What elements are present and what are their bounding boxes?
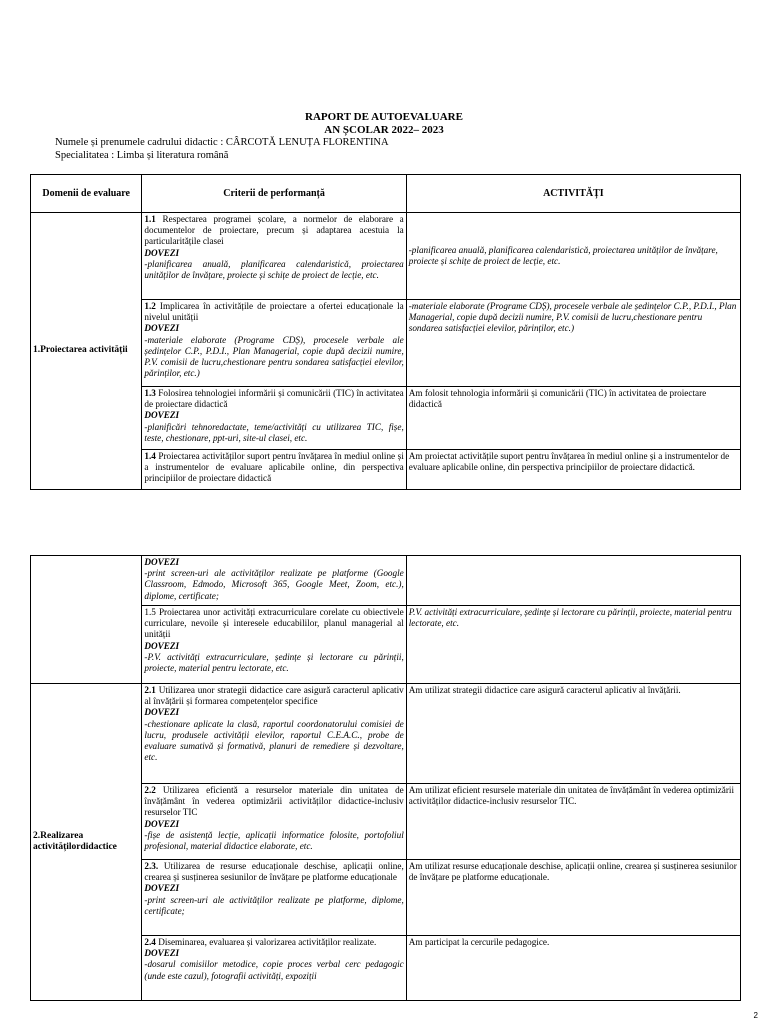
- criterion-cell: [142, 606, 406, 684]
- evidence-heading: DOVEZI: [144, 410, 180, 421]
- activity-cell: Am utilizat resurse educaționale deschise, aplicații online, crearea și susținerea sesiunilor de învățare pe platforme educaționale.: [406, 860, 740, 936]
- domain-cell: 1.Proiectarea activității: [31, 213, 142, 490]
- criterion-cell: [142, 556, 406, 606]
- evidence-heading: DOVEZI: [144, 818, 180, 829]
- evidence-text: -P.V. activități extracurriculare, ședințe și lectorare cu părinții, proiecte, material pentru lectorate, etc.: [144, 651, 404, 674]
- criterion-text: Folosirea tehnologiei informării și comunicării (TIC) în activitatea de proiectare didactică: [144, 388, 404, 410]
- activity-cell: -planificarea anuală, planificarea calendaristică, proiectarea unităților de învățare, proiecte și schițe de proiect de lecție, etc.: [406, 213, 740, 300]
- criterion-cell: [142, 684, 406, 784]
- criterion-cell: [142, 450, 406, 490]
- header-domains: Domenii de evaluare: [31, 175, 142, 213]
- evidence-heading: DOVEZI: [144, 883, 180, 894]
- criterion-number: 1.4: [144, 451, 156, 461]
- criterion-number: 1.2: [144, 301, 156, 311]
- criterion-text: Utilizarea eficientă a resurselor materiale din unitatea de învățământ în vederea optimizării activităților didactice-inclusiv resurselor TIC: [144, 785, 404, 818]
- evidence-heading: DOVEZI: [144, 323, 180, 334]
- criterion-text: Utilizarea unor strategii didactice care asigură caracterul aplicativ al învățării și formarea competențelor specifice: [144, 685, 404, 707]
- criterion-cell: [142, 300, 406, 387]
- evidence-heading: DOVEZI: [144, 707, 180, 718]
- evidence-heading: DOVEZI: [144, 640, 180, 651]
- criterion-text: Proiectarea activităților suport pentru învățarea în mediul online și a instrumentelor de evaluare aplicabile online, din perspectiva principiilor de proiectare didactică: [144, 451, 404, 484]
- criterion-cell: [142, 387, 406, 450]
- evaluation-table-part1: [30, 174, 741, 490]
- evidence-heading: DOVEZI: [144, 557, 180, 567]
- criterion-text: Utilizarea de resurse educaționale deschise, aplicații online, crearea și susținerea sesiunilor de învățare pe platforme educaționale: [144, 861, 404, 883]
- activity-cell: -materiale elaborate (Programe CDȘ), procesele verbale ale ședințelor C.P., P.D.I., Plan Managerial, copie după decizii numire, P.V. comisii de lucru,chestionare pentru sondarea satisfacției elevilor, părinților, etc.): [406, 300, 740, 387]
- header-activities: ACTIVITĂȚI: [406, 175, 740, 213]
- table-row: [31, 684, 741, 784]
- criterion-text: Respectarea programei școlare, a normelor de elaborare a documentelor de proiectare, precum și adaptarea acestuia la particularitățile clasei: [144, 214, 404, 247]
- activity-cell: P.V. activități extracurriculare, ședințe și lectorare cu părinții, proiecte, material pentru lectorate, etc.: [406, 606, 740, 684]
- evidence-heading: DOVEZI: [144, 247, 180, 258]
- evidence-text: -print screen-uri ale activităților realizate pe platforme (Google Classroom, Edmodo, Microsoft 365, Google Meet, Zoom, etc.), diplome, certificate;: [144, 568, 404, 601]
- table-row: [31, 556, 741, 606]
- criterion-text: Implicarea în activitățile de proiectare a ofertei educaționale la nivelul unității: [144, 301, 404, 323]
- criterion-text: Diseminarea, evaluarea și valorizarea activităților realizate.: [155, 937, 377, 947]
- activity-cell: Am proiectat activitățile suport pentru învățarea în mediul online și a instrumentelor de evaluare aplicabile online, din perspectiva principiilor de proiectare didactică.: [406, 450, 740, 490]
- evidence-text: -planificări tehnoredactate, teme/activități cu utilizarea TIC, fișe, teste, chestionare, ppt-uri, site-ul clasei, etc.: [144, 421, 404, 443]
- evidence-heading: DOVEZI: [144, 948, 180, 959]
- evidence-text: -chestionare aplicate la clasă, raportul coordonatorului comisiei de lucru, produsele activității elevilor, raportul C.E.A.C., probe de evaluare sumativă și formativă, planuri de remediere și dezvoltare, etc.: [144, 718, 404, 763]
- domain-cell: 2.Realizarea activitățilordidactice: [31, 684, 142, 1001]
- evidence-text: -planificarea anuală, planificarea calendaristică, proiectarea unităților de învățare, proiecte și schițe de proiect de lecție, etc.: [144, 258, 404, 281]
- criterion-number: 2.3.: [144, 861, 159, 871]
- teacher-name-line: Numele și prenumele cadrului didactic : CÂRCOTĂ LENUȚA FLORENTINA: [55, 137, 389, 148]
- criterion-cell: [142, 784, 406, 860]
- criterion-text: 1.5 Proiectarea unor activități extracurriculare corelate cu obiectivele curriculare, nevoile și interesele educabililor, planul managerial al unității: [144, 607, 404, 640]
- header-criteria: Criterii de performanță: [142, 175, 406, 213]
- domain-cell-empty: [31, 556, 142, 684]
- activity-cell: Am folosit tehnologia informării și comunicării (TIC) în activitatea de proiectare didactică: [406, 387, 740, 450]
- criterion-cell: [142, 860, 406, 936]
- report-title: RAPORT DE AUTOEVALUARE: [305, 111, 463, 123]
- criterion-number: 1.3: [144, 388, 156, 398]
- activity-cell-empty: [406, 556, 740, 606]
- page-number: 2: [753, 1011, 758, 1020]
- activity-cell: Am utilizat eficient resursele materiale din unitatea de învățământ în vederea optimizării activităților didactice-inclusiv resurselor TIC.: [406, 784, 740, 860]
- criterion-cell: [142, 213, 406, 300]
- table-row: [31, 213, 741, 300]
- specialty-line: Specialitatea : Limba și literatura română: [55, 150, 229, 161]
- evidence-text: -materiale elaborate (Programe CDȘ), procesele verbale ale ședințelor C.P., P.D.I., Plan Managerial, copie după decizii numire, P.V. comisii de lucru,chestionare pentru sondarea satisfacției elevilor, părinților, etc.): [144, 334, 404, 379]
- criterion-cell: [142, 936, 406, 1001]
- activity-cell: Am utilizat strategii didactice care asigură caracterul aplicativ al învățării.: [406, 684, 740, 784]
- school-year: AN ȘCOLAR 2022– 2023: [324, 124, 444, 136]
- evidence-text: -dosarul comisiilor metodice, copie proces verbal cerc pedagogic (unde este cazul), fotografii activități, expoziții: [144, 959, 404, 981]
- criterion-number: 2.1: [144, 685, 156, 695]
- criterion-number: 2.2: [144, 785, 156, 795]
- evidence-text: -fișe de asistență lecție, aplicații informatice folosite, portofoliul profesional, material didactice elaborate, etc.: [144, 829, 404, 852]
- evaluation-table-part2: [30, 555, 741, 1001]
- criterion-number: 2.4: [144, 937, 156, 947]
- activity-cell: Am participat la cercurile pedagogice.: [406, 936, 740, 1001]
- criterion-number: 1.1: [144, 214, 156, 224]
- evidence-text: -print screen-uri ale activităților realizate pe platforme, diplome, certificate;: [144, 894, 404, 916]
